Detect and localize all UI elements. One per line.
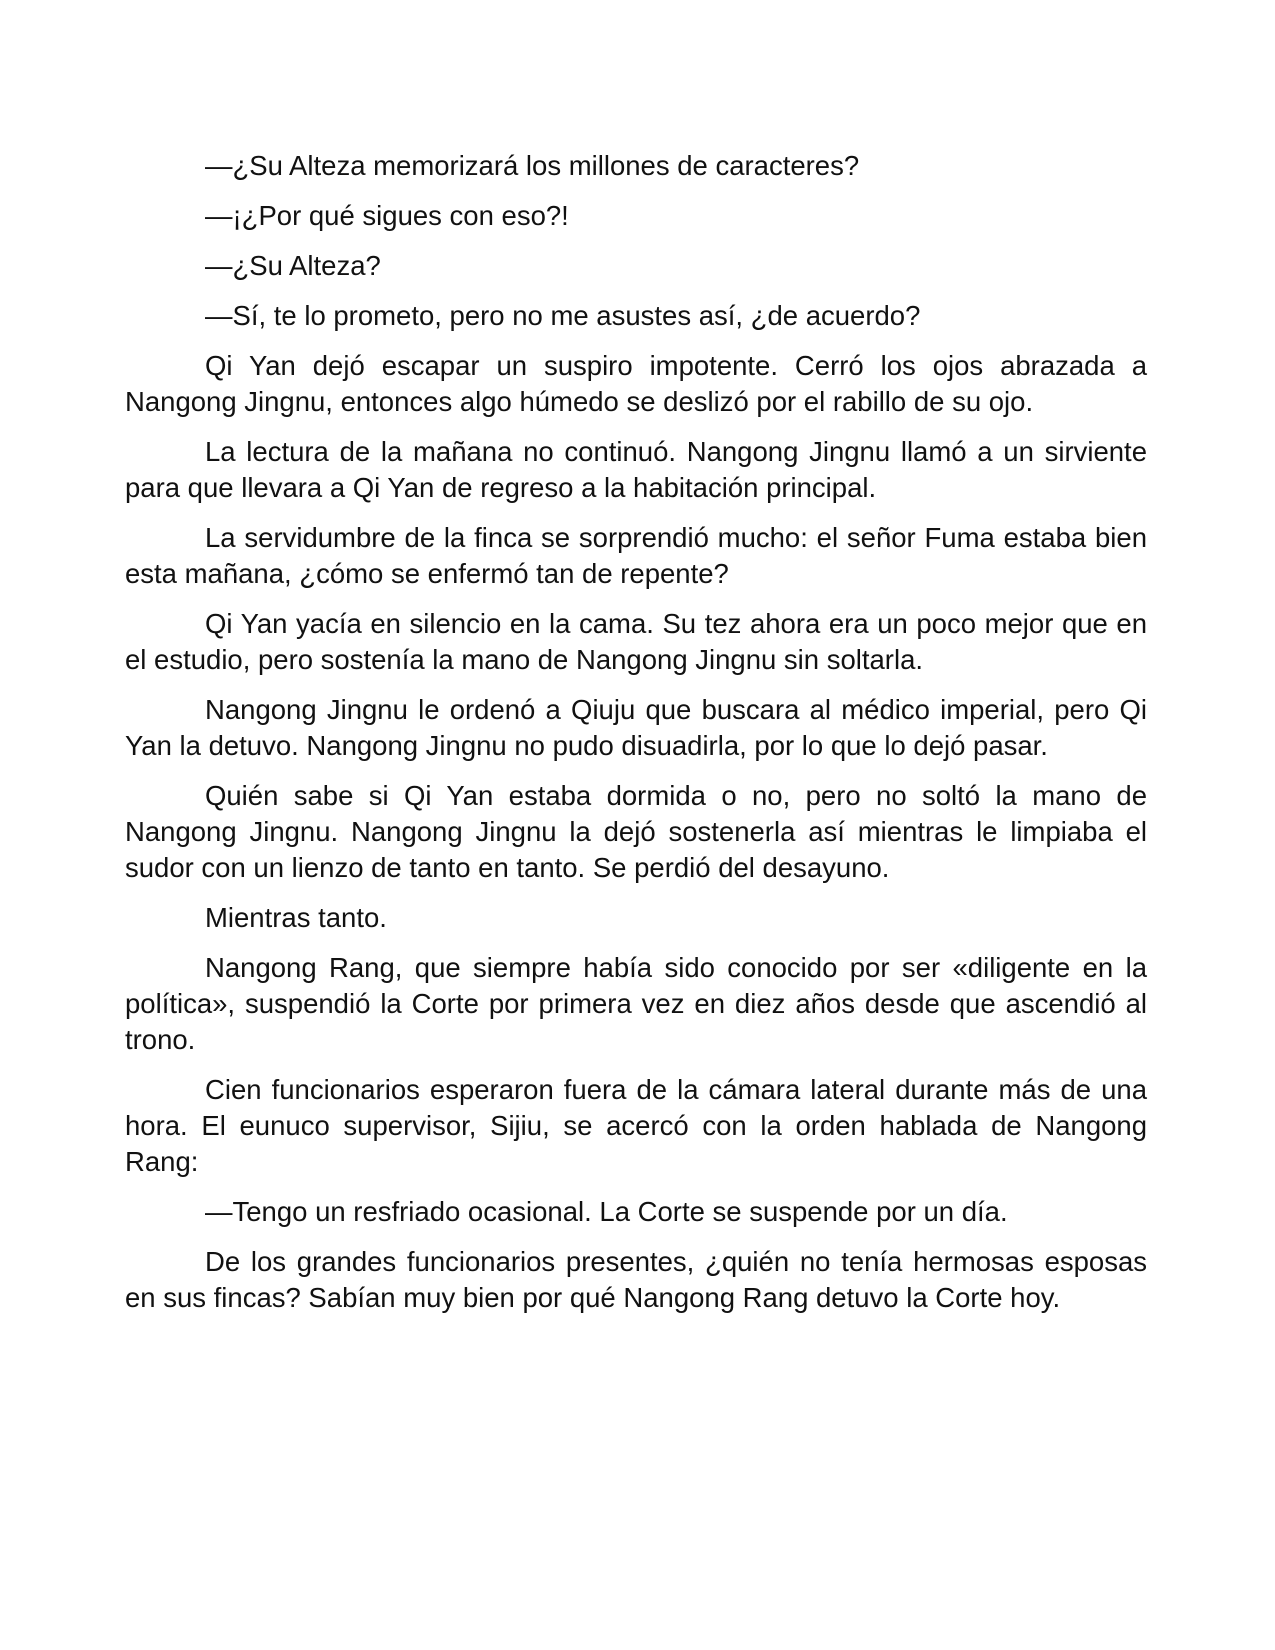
paragraph: Qi Yan yacía en silencio en la cama. Su tez ahora era un poco mejor que en el estudio, pero sostenía la mano de Nangong Jingnu sin soltarla. (125, 608, 1147, 675)
paragraph: —¡¿Por qué sigues con eso?! (205, 200, 569, 231)
paragraph: —Tengo un resfriado ocasional. La Corte se suspende por un día. (205, 1196, 1008, 1227)
paragraph: —¿Su Alteza? (205, 250, 381, 281)
paragraph: La lectura de la mañana no continuó. Nangong Jingnu llamó a un sirviente para que llevara a Qi Yan de regreso a la habitación principal. (125, 436, 1147, 503)
paragraph: Nangong Rang, que siempre había sido conocido por ser «diligente en la política», suspendió la Corte por primera vez en diez años desde que ascendió al trono. (125, 952, 1147, 1055)
paragraph: Cien funcionarios esperaron fuera de la cámara lateral durante más de una hora. El eunuco supervisor, Sijiu, se acercó con la orden hablada de Nangong Rang: (125, 1074, 1147, 1177)
paragraph: —¿Su Alteza memorizará los millones de caracteres? (205, 150, 860, 181)
paragraph: La servidumbre de la finca se sorprendió mucho: el señor Fuma estaba bien esta mañana, ¿cómo se enfermó tan de repente? (125, 522, 1147, 589)
paragraph: De los grandes funcionarios presentes, ¿quién no tenía hermosas esposas en sus fincas? Sabían muy bien por qué Nangong Rang detuvo la Corte hoy. (125, 1246, 1147, 1313)
paragraph: Quién sabe si Qi Yan estaba dormida o no, pero no soltó la mano de Nangong Jingnu. Nangong Jingnu la dejó sostenerla así mientras le limpiaba el sudor con un lienzo de tanto en tanto. Se perdió del desayuno. (125, 780, 1147, 883)
paragraph: —Sí, te lo prometo, pero no me asustes así, ¿de acuerdo? (205, 300, 921, 331)
paragraph: Mientras tanto. (205, 902, 387, 933)
paragraph: Nangong Jingnu le ordenó a Qiuju que buscara al médico imperial, pero Qi Yan la detuvo. Nangong Jingnu no pudo disuadirla, por lo que lo dejó pasar. (125, 694, 1147, 761)
paragraph: Qi Yan dejó escapar un suspiro impotente. Cerró los ojos abrazada a Nangong Jingnu, entonces algo húmedo se deslizó por el rabillo de su ojo. (125, 350, 1147, 417)
